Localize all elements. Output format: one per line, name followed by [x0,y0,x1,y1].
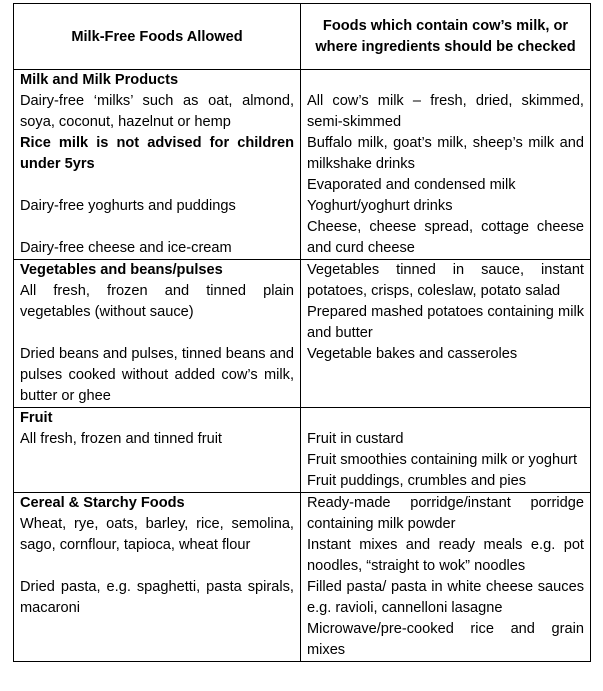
check-item: Ready-made porridge/instant porridge containing milk powder [307,495,584,532]
section-title: Vegetables and beans/pulses [20,262,223,278]
section-row-milk [14,70,591,260]
allowed-item: Dairy-free ‘milks’ such as oat, almond, soya, coconut, hazelnut or hemp [20,93,294,130]
check-item: Filled pasta/ pasta in white cheese sauces e.g. ravioli, cannelloni lasagne [307,579,584,616]
section-title: Fruit [20,410,53,426]
check-item: All cow’s milk – fresh, dried, skimmed, semi-skimmed [307,93,584,130]
allowed-cell [14,260,301,408]
section-row-vegetables [14,260,591,408]
check-item: Cheese, cheese spread, cottage cheese and curd cheese [307,219,584,256]
check-item: Fruit puddings, crumbles and pies [307,473,527,489]
check-item: Microwave/pre-cooked rice and grain mixes [307,621,584,658]
section-title: Milk and Milk Products [20,72,179,88]
allowed-item: Wheat, rye, oats, barley, rice, semolina, sago, cornflour, tapioca, wheat flour [20,516,294,553]
check-item: Instant mixes and ready meals e.g. pot noodles, “straight to wok” noodles [307,537,584,574]
check-item: Yoghurt/yoghurt drinks [307,198,453,214]
check-item: Evaporated and condensed milk [307,177,516,193]
check-item: Prepared mashed potatoes containing milk and butter [307,304,584,341]
allowed-item: All fresh, frozen and tinned plain vegetables (without sauce) [20,283,294,320]
allowed-item: Dairy-free cheese and ice-cream [20,240,232,256]
allowed-item: Dairy-free yoghurts and puddings [20,198,236,214]
header-row [14,4,591,70]
header-contains-milk: Foods which contain cow’s milk, or where ingredients should be checked [301,4,591,70]
check-item: Vegetables tinned in sauce, instant potatoes, crisps, coleslaw, potato salad [307,262,584,299]
check-item: Fruit smoothies containing milk or yoghurt [307,452,578,468]
section-row-fruit [14,408,591,493]
allowed-item: All fresh, frozen and tinned fruit [20,431,222,447]
allowed-cell [14,408,301,493]
check-cell [301,408,591,493]
milk-free-foods-table [13,3,591,662]
check-item: Fruit in custard [307,431,404,447]
allowed-item: Dried pasta, e.g. spaghetti, pasta spirals, macaroni [20,579,294,616]
check-cell [301,493,591,662]
check-item: Vegetable bakes and casseroles [307,346,518,362]
section-row-cereal [14,493,591,662]
allowed-item: Dried beans and pulses, tinned beans and pulses cooked without added cow’s milk, butter or ghee [20,346,294,404]
check-cell [301,260,591,408]
check-cell [301,70,591,260]
allowed-item-warning: Rice milk is not advised for children under 5yrs [20,135,294,172]
check-item: Buffalo milk, goat’s milk, sheep’s milk and milkshake drinks [307,135,584,172]
allowed-cell [14,70,301,260]
header-allowed: Milk-Free Foods Allowed [14,4,301,70]
section-title: Cereal & Starchy Foods [20,495,185,511]
allowed-cell [14,493,301,662]
